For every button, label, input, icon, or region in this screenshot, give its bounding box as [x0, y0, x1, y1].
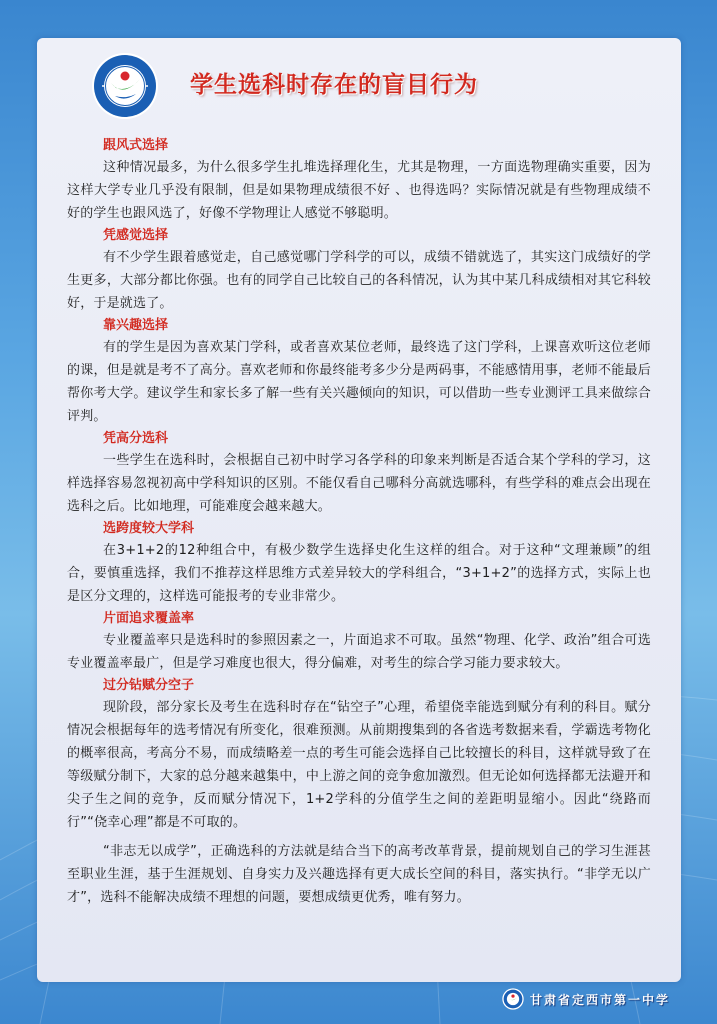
section-body: 一些学生在选科时，会根据自己初中时学习各学科的印象来判断是否适合某个学科的学习，这样选择容易忽视初高中学科知识的区别。不能仅看自己哪科分高就选哪科，有些学科的难点会出现在选科之后。比如地理，可能难度会越来越大。: [67, 453, 651, 514]
section-by-high-score: [67, 428, 651, 518]
section-heading: 凭感觉选择: [103, 228, 169, 243]
section-body: 有不少学生跟着感觉走，自己感觉哪门学科学的可以，成绩不错就选了，其实这门成绩好的学生更多，大部分都比你强。也有的同学自己比较自己的各科情况，认为其中某几科成绩相对其它科较好，于是就选了。: [67, 250, 651, 311]
section-follow-trend: [67, 135, 651, 225]
closing-paragraph: “非志无以成学”，正确选科的方法就是结合当下的高考改革背景，提前规划自己的学习生涯甚至职业生涯，基于生涯规划、自身实力及兴趣选择有更大成长空间的科目，落实执行。“非学无以广才”，选科不能解决成绩不理想的问题，要想成绩更优秀，唯有努力。: [67, 844, 651, 905]
section-heading: 过分钻赋分空子: [103, 678, 195, 693]
section-heading: 凭高分选科: [103, 431, 169, 446]
section-by-feeling: [67, 225, 651, 315]
section-body: 这种情况最多，为什么很多学生扎堆选择理化生，尤其是物理，一方面选物理确实重要，因为这样大学专业几乎没有限制，但是如果物理成绩很不好 、也得选吗？实际情况就是有些物理成绩不好的学生也跟风选了，好像不学物理让人感觉不够聪明。: [67, 160, 651, 221]
section-heading: 选跨度较大学科: [103, 521, 195, 536]
footer-school: [502, 988, 670, 1010]
section-body: 在3+1+2的12种组合中，有极少数学生选择史化生这样的组合。对于这种“文理兼顾”的组合，要慎重选择，我们不推荐这样思维方式差异较大的学科组合，“3+1+2”的选择方式，实际上也是区分文理的，这样选可能报考的专业非常少。: [67, 543, 651, 604]
section-heading: 片面追求覆盖率: [103, 611, 195, 626]
school-name: 甘肃省定西市第一中学: [530, 992, 671, 1007]
section-heading: 靠兴趣选择: [103, 318, 169, 333]
section-wide-span: [67, 518, 651, 608]
section-coverage: [67, 608, 651, 675]
section-body: 有的学生是因为喜欢某门学科，或者喜欢某位老师，最终选了这门学科，上课喜欢听这位老师的课，但是就是考不了高分。喜欢老师和你最终能考多少分是两码事，不能感情用事，老师不能最后帮你考大学。建议学生和家长多了解一些有关兴趣倾向的知识，可以借助一些专业测评工具来做综合评判。: [67, 340, 651, 424]
section-by-interest: [67, 315, 651, 428]
section-scoring-loophole: [67, 675, 651, 834]
section-heading: 跟风式选择: [103, 138, 169, 153]
section-body: 现阶段，部分家长及考生在选科时存在“钻空子”心理，希望侥幸能选到赋分有利的科目。赋分情况会根据每年的选考情况有所变化，很难预测。从前期搜集到的各省选考数据来看，学霸选考物化的概率很高，考高分不易，而成绩略差一点的考生可能会选择自己比较擅长的科目，这样就导致了在等级赋分制下，大家的总分越来越集中，中上游之间的竞争愈加激烈。但无论如何选择都无法避开和尖子生之间的竞争，反而赋分情况下，1+2学科的分值学生之间的差距明显缩小。因此“绕路而行”“侥幸心理”都是不可取的。: [67, 700, 651, 830]
school-emblem-icon: [91, 52, 159, 120]
section-body: 专业覆盖率只是选科时的参照因素之一，片面追求不可取。虽然“物理、化学、政治”组合可选专业覆盖率最广，但是学习难度也很大，得分偏难，对考生的综合学习能力要求较大。: [67, 633, 651, 671]
school-emblem-icon: [502, 988, 524, 1010]
page-title: 学生选科时存在的盲目行为: [190, 71, 478, 98]
content-body: [67, 135, 651, 909]
